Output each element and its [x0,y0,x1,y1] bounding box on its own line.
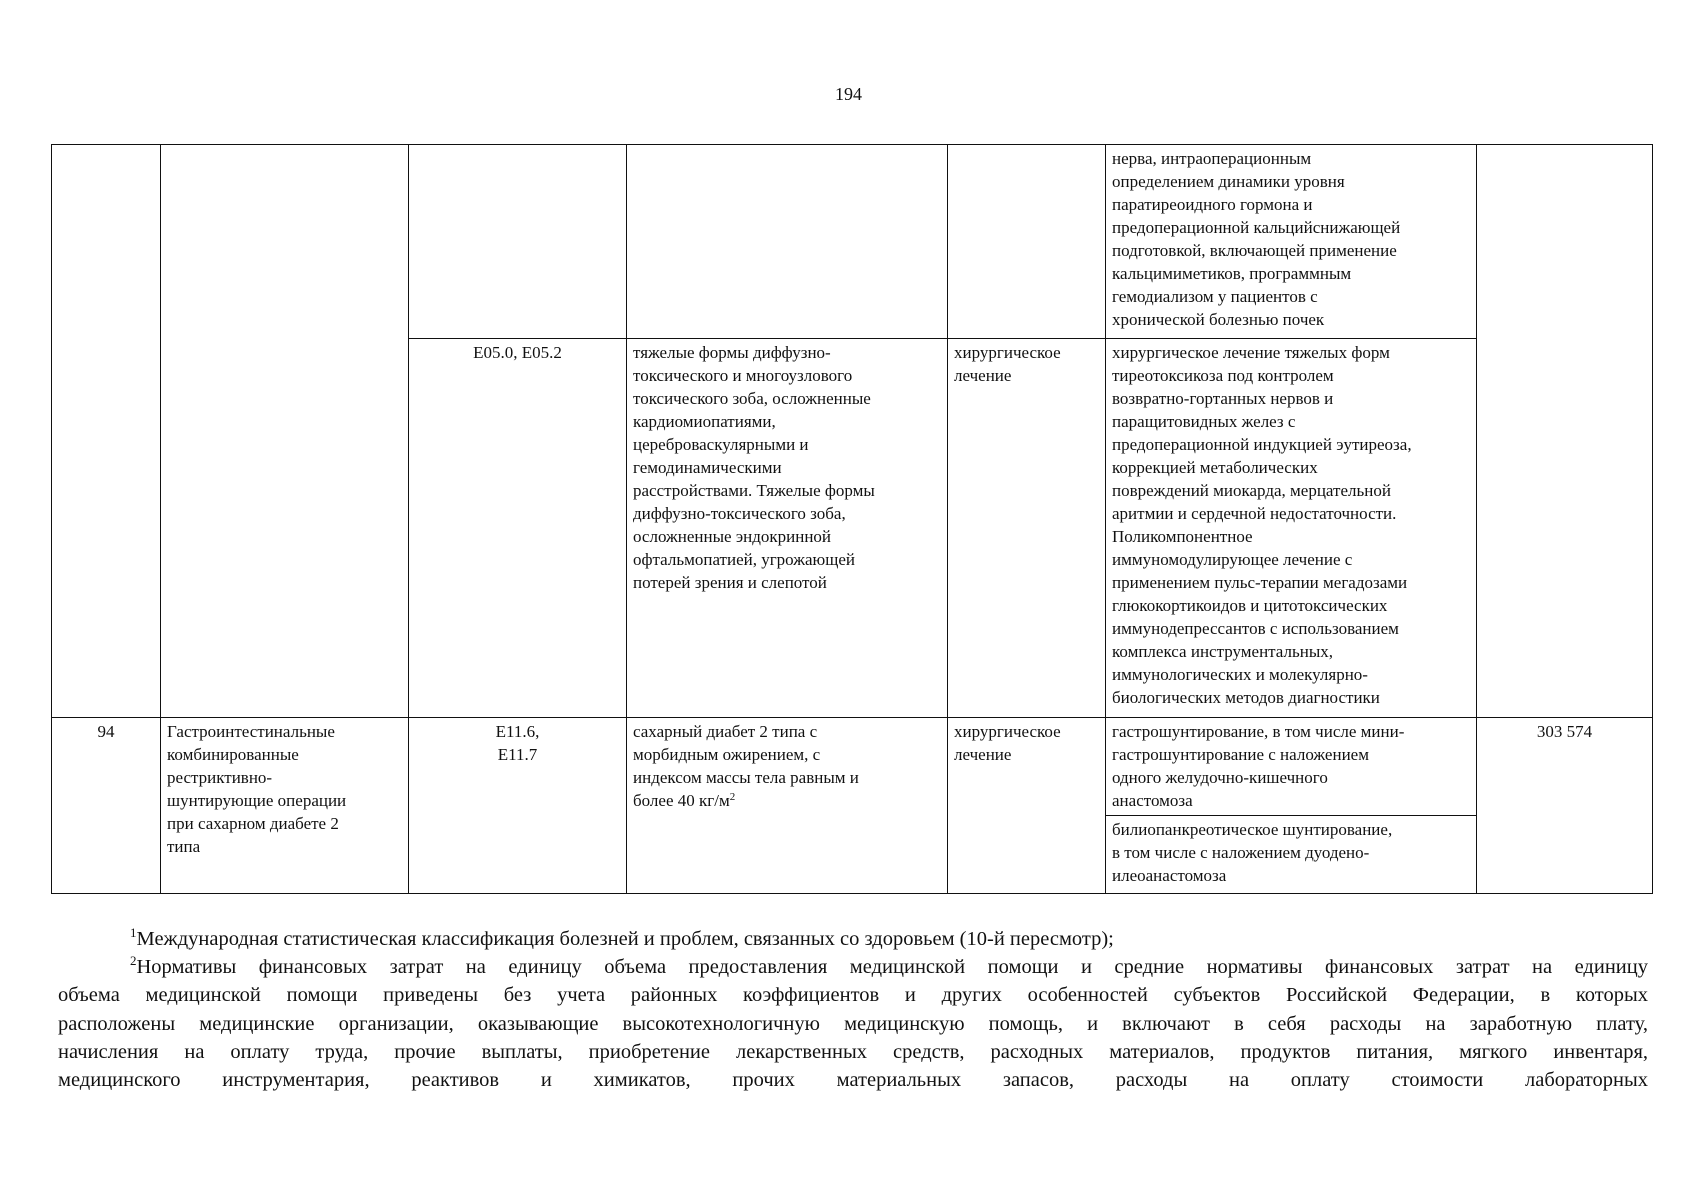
vmp-name-cell [161,718,409,894]
row-number-cell [52,718,161,894]
text-line: объема медицинской помощи приведены без учета районных коэффициентов и других особенностей субъектов Российской Федерации, в которых [58,984,1648,1007]
footnote-1 [130,925,1648,953]
text-line: иммунодепрессантов с использованием [1112,619,1399,638]
text-line [633,789,941,812]
text-line: повреждений миокарда, мерцательной [1112,481,1391,500]
text-line: рестриктивно- [167,768,273,787]
treatment-cell-empty [948,145,1106,339]
text-line: хирургическое лечение тяжелых форм [1112,343,1390,362]
text-line: паратиреоидного гормона и [1112,195,1313,214]
text-line: коррекцией метаболических [1112,458,1318,477]
cost-cell [1477,718,1653,894]
method-cell [1106,718,1477,816]
vmp-table-container [51,144,1652,894]
footnote-2-lines [58,981,1648,1094]
text-line: медицинского инструментария, реактивов и химикатов, прочих материальных запасов, расходы на оплату стоимости лабораторных [58,1068,1648,1091]
text-line: гастрошунтирование, в том числе мини- [1112,722,1405,741]
diagnosis-cell [627,339,948,718]
text-line: тяжелые формы диффузно- [633,343,831,362]
method-cell [1106,816,1477,894]
text-line: типа [167,837,201,856]
text-line: тиреотоксикоза под контролем [1112,366,1334,385]
text-line: индексом массы тела равным и [633,768,859,787]
text-line: иммуномодулирующее лечение с [1112,550,1353,569]
text-line: E11.7 [497,745,538,764]
treatment-type-cell [948,339,1106,718]
text-line: токсического зоба, осложненные [633,389,871,408]
text-line: илеоанастомоза [1112,866,1227,885]
treatment-type-cell [948,718,1106,894]
footnote-marker: 2 [130,953,137,969]
number-cell-empty [52,145,161,718]
text-line: анастомоза [1112,791,1193,810]
icd-code-cell [409,339,627,718]
text-line: биологических методов диагностики [1112,688,1380,707]
footnote-2-first-line [130,953,1648,981]
table-row [52,145,1653,339]
text-line: при сахарном диабете 2 [167,814,339,833]
text-line: гемодиализом у пациентов с [1112,287,1318,306]
text-line: шунтирующие операции [167,791,347,810]
method-cell [1106,339,1477,718]
icd-code-cell [409,718,627,894]
text-line: офтальмопатией, угрожающей [633,550,855,569]
text-line: расстройствами. Тяжелые формы [633,481,875,500]
text-line: паращитовидных желез с [1112,412,1296,431]
text-line: цереброваскулярными и [633,435,809,454]
text-line: комплекса инструментальных, [1112,642,1334,661]
superscript: 2 [729,791,736,803]
diagnosis-last-line: более 40 кг/м [633,791,730,810]
text-line: возвратно-гортанных нервов и [1112,389,1334,408]
text-line: в том числе с наложением дуодено- [1112,843,1370,862]
text-line: Гастроинтестинальные [167,722,335,741]
method-cell [1106,145,1477,339]
footnote-1-text: Международная статистическая классификация болезней и проблем, связанных со здоровьем (10-й пересмотр); [136,928,1114,950]
text-line: кардиомиопатиями, [633,412,776,431]
text-line: диффузно-токсического зоба, [633,504,846,523]
text-line: начисления на оплату труда, прочие выплаты, приобретение лекарственных средств, расходных материалов, продуктов питания, мягкого инвентаря, [58,1040,1648,1063]
footnotes [58,925,1648,1094]
text-line: лечение [954,745,1012,764]
text-line: применением пульс-терапии мегадозами [1112,573,1408,592]
text-line: аритмии и сердечной недостаточности. [1112,504,1397,523]
text-line: морбидным ожирением, с [633,745,821,764]
name-cell-empty [161,145,409,718]
row-number: 94 [97,722,115,741]
footnote-2-text: Нормативы финансовых затрат на единицу объема предоставления медицинской помощи и средние нормативы финансовых затрат на единицу [136,956,1648,979]
footnote-marker: 1 [130,925,137,940]
text-line: кальцимиметиков, программным [1112,264,1352,283]
text-line: билиопанкреотическое шунтирование, [1112,820,1393,839]
table-row [52,718,1653,816]
icd-code: E05.0, E05.2 [473,343,562,362]
text-line: токсического и многоузлового [633,366,853,385]
text-line: предоперационной индукцией эутиреоза, [1112,435,1412,454]
cost-value: 303 574 [1536,722,1593,741]
cost-cell-empty [1477,145,1653,718]
text-line: предоперационной кальцийснижающей [1112,218,1401,237]
text-line: хронической болезнью почек [1112,310,1325,329]
text-line: расположены медицинские организации, оказывающие высокотехнологичную медицинскую помощь, и включают в себя расходы на заработную плату, [58,1012,1648,1035]
text-line: сахарный диабет 2 типа с [633,722,818,741]
text-line: E11.6, [495,722,540,741]
text-line: нерва, интраоперационным [1112,149,1312,168]
text-line: иммунологических и молекулярно- [1112,665,1368,684]
icd-cell-empty [409,145,627,339]
text-line: подготовкой, включающей применение [1112,241,1397,260]
diagnosis-cell-empty [627,145,948,339]
text-line: потерей зрения и слепотой [633,573,827,592]
text-line: Поликомпонентное [1112,527,1253,546]
diagnosis-lines [633,720,941,789]
text-line: гастрошунтирование с наложением [1112,745,1369,764]
text-line: гемодинамическими [633,458,782,477]
text-line: глюкокортикоидов и цитотоксических [1112,596,1388,615]
text-line: хирургическое [954,722,1061,741]
text-line: осложненные эндокринной [633,527,832,546]
text-line: комбинированные [167,745,299,764]
text-line: хирургическое [954,343,1061,362]
text-line: определением динамики уровня [1112,172,1345,191]
vmp-table [51,144,1653,894]
page-number: 194 [835,84,862,104]
text-line: лечение [954,366,1012,385]
text-line: одного желудочно-кишечного [1112,768,1328,787]
diagnosis-cell [627,718,948,894]
